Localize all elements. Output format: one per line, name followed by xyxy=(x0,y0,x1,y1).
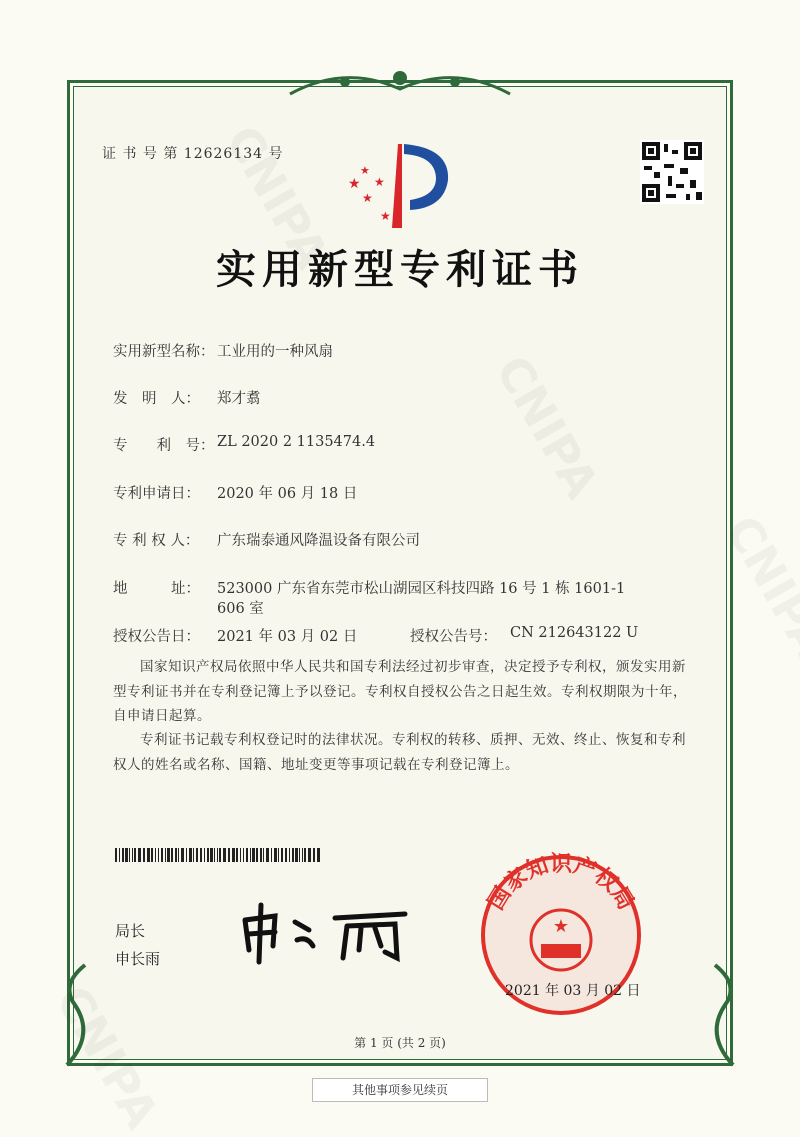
ornament-corner-right-icon xyxy=(685,955,745,1075)
signatory-name: 申长雨 xyxy=(115,950,161,968)
page-title: 实用新型专利证书 xyxy=(216,246,584,293)
svg-text:★: ★ xyxy=(374,175,385,189)
field-name: 实用新型名称： 工业用的一种风扇 xyxy=(113,344,333,360)
cnipa-logo-icon xyxy=(340,140,460,230)
field-announcement-number: 授权公告号： CN 212643122 U xyxy=(410,625,639,645)
svg-text:★: ★ xyxy=(360,164,370,177)
field-patentee: 专 利 权 人： 广东瑞泰通风降温设备有限公司 xyxy=(113,533,420,549)
paragraph-legal-status: 专利证书记载专利权登记时的法律状况。专利权的转移、质押、无效、终止、恢复和专利权人的姓名或名称、国籍、地址变更等事项记载在专利登记簿上。 xyxy=(113,732,686,773)
field-address: 地 址： 523000 广东省东莞市松山湖园区科技四路 16 号 1 栋 1601-1 606 室 xyxy=(113,581,626,617)
paragraph-grant: 国家知识产权局依照中华人民共和国专利法经过初步审查，决定授予专利权，颁发实用新型专利证书并在专利登记簿上予以登记。专利权自授权公告之日起生效。专利权期限为十年，自申请日起算。 xyxy=(113,659,687,724)
signature-icon xyxy=(235,900,415,965)
field-grant-date: 授权公告日： 2021 年 03 月 02 日 xyxy=(113,629,358,645)
signatory-title: 局长 xyxy=(115,922,146,940)
svg-text:★: ★ xyxy=(380,209,391,223)
svg-text:★: ★ xyxy=(362,191,373,205)
seal-date: 2021 年 03 月 02 日 xyxy=(505,983,641,999)
field-patent-number: 专 利 号： ZL 2020 2 1135474.4 xyxy=(113,434,376,454)
continuation-note: 其他事项参见续页 xyxy=(312,1078,488,1102)
field-application-date: 专利申请日： 2020 年 06 月 18 日 xyxy=(113,486,358,502)
svg-text:★: ★ xyxy=(552,916,570,937)
qr-code-icon[interactable] xyxy=(640,140,704,204)
ornament-top-icon xyxy=(285,64,515,104)
barcode-icon xyxy=(115,848,320,862)
certificate-number: 证 书 号 第 12626134 号 xyxy=(102,146,284,162)
svg-text:★: ★ xyxy=(348,176,361,192)
page-footer: 第 1 页 (共 2 页) xyxy=(354,1036,446,1050)
svg-text:国家知识产权局: 国家知识产权局 xyxy=(482,852,640,915)
field-inventor: 发 明 人： 郑才翥 xyxy=(113,391,261,407)
